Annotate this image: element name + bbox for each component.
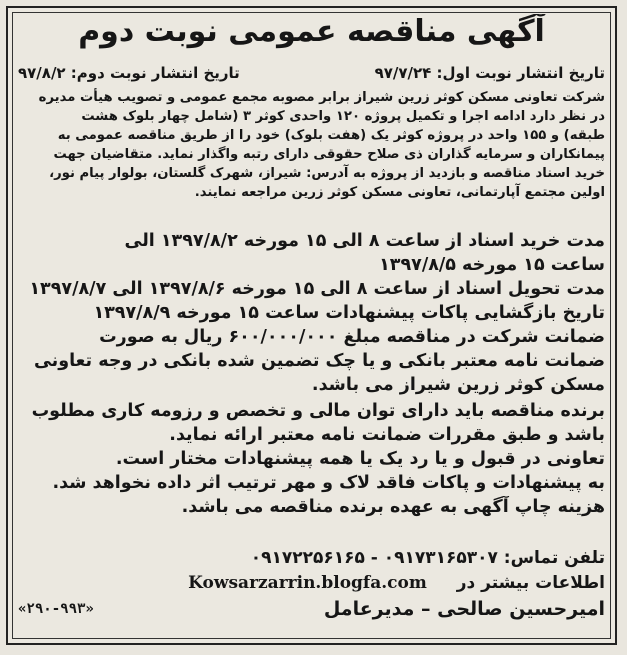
website-link[interactable]: Kowsarzarrin.blogfa.com [188, 573, 427, 593]
detail-line: ضمانت شرکت در مناقصه مبلغ ۶۰۰/۰۰۰/۰۰۰ ریال به صورت [99, 327, 605, 347]
signature-line [18, 598, 605, 620]
more-info-label: اطلاعات بیشتر در [456, 573, 605, 593]
body-line: اولین مجتمع آپارتمانی، تعاونی مسکن کوثر زرین مراجعه نمایند. [194, 185, 605, 200]
detail-line: برنده مناقصه باید دارای توان مالی و تخصص و رزومه کاری مطلوب [31, 401, 605, 421]
detail-line: به پیشنهادات و پاکات فاقد لاک و مهر ترتیب اثر داده نخواهد شد. [52, 473, 605, 493]
body-line: پیمانکاران و سرمایه گذاران ذی صلاح حقوقی دارای رتبه واگذار نماید. متقاضیان جهت [53, 147, 605, 162]
body-line: در نظر دارد ادامه اجرا و تکمیل پروژه ۱۲۰ واحدی کوثر ۳ (شامل چهار بلوک هشت [81, 109, 605, 124]
phone-numbers: ۰۹۱۷۳۱۶۵۳۰۷ - ۰۹۱۷۲۲۵۶۱۶۵ [250, 548, 498, 568]
notice-frame [6, 6, 617, 645]
detail-line: مدت تحویل اسناد از ساعت ۸ الی ۱۵ مورخه ۱۳۹۷/۸/۶ الی ۱۳۹۷/۸/۷ [29, 279, 605, 299]
first-publication-date: تاریخ انتشار نوبت اول: ۹۷/۷/۲۴ [374, 64, 605, 82]
body-line: طبقه) و ۱۵۵ واحد در پروژه کوثر یک (هفت بلوک) خود را از طریق مناقصه عمومی به [57, 128, 605, 143]
detail-line: مسکن کوثر زرین شیراز می باشد. [311, 375, 605, 395]
detail-line: مدت خرید اسناد از ساعت ۸ الی ۱۵ مورخه ۱۳۹۷/۸/۲ الی [124, 231, 605, 251]
phone-line [18, 548, 605, 568]
body-line: شرکت تعاونی مسکن کوثر زرین شیراز برابر مصوبه مجمع عمومی و تصویب هیأت مدیره [38, 90, 605, 105]
notice-title: آگهی مناقصه عمومی نوبت دوم [78, 14, 545, 49]
signer-name: امیرحسین صالحی – مدیرعامل [323, 598, 605, 620]
ad-code: «۲۹۰-۹۹۳» [18, 601, 94, 617]
detail-line: ساعت ۱۵ مورخه ۱۳۹۷/۸/۵ [379, 255, 605, 275]
detail-line: هزینه چاپ آگهی به عهده برنده مناقصه می باشد. [181, 497, 605, 517]
phone-label: تلفن تماس: [503, 548, 605, 568]
more-info-line [18, 573, 605, 593]
detail-line: تاریخ بازگشایی پاکات پیشنهادات ساعت ۱۵ مورخه ۱۳۹۷/۸/۹ [93, 303, 605, 323]
second-publication-date: تاریخ انتشار نوبت دوم: ۹۷/۸/۲ [18, 64, 240, 82]
body-line: خرید اسناد مناقصه و بازدید از پروژه به آدرس: شیراز، شهرک گلستان، بولوار پیام نور، [49, 166, 605, 181]
detail-line: باشد و طبق مقررات ضمانت نامه معتبر ارائه نماید. [169, 425, 605, 445]
detail-line: تعاونی در قبول و یا رد یک یا همه پیشنهادات مختار است. [115, 449, 605, 469]
publication-dates [18, 64, 605, 82]
detail-line: ضمانت نامه معتبر بانکی و یا چک تضمین شده بانکی در وجه تعاونی [33, 351, 605, 371]
